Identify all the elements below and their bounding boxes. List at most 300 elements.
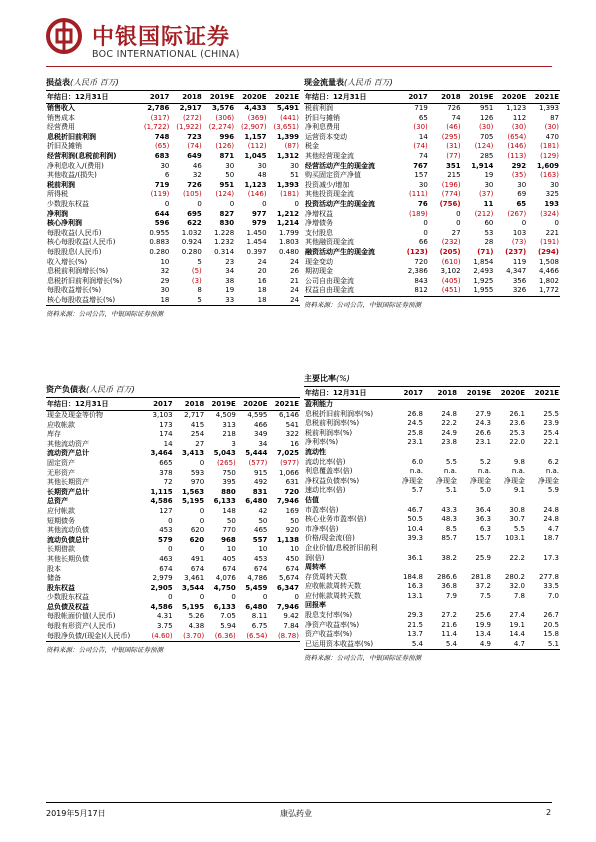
column-header-year: 2020E bbox=[237, 398, 269, 411]
row-label: 其他融资现金流 bbox=[305, 238, 354, 247]
row-value: 30 bbox=[290, 161, 299, 170]
row-label: 股本 bbox=[47, 564, 61, 573]
column-header-year: 2021E bbox=[268, 398, 300, 411]
table-row bbox=[46, 210, 300, 220]
row-value: 9.1 bbox=[513, 486, 525, 495]
row-value: (272) bbox=[182, 113, 202, 122]
row-value: 21.6 bbox=[441, 620, 457, 629]
row-value: 36.4 bbox=[475, 505, 491, 514]
row-value: 4,595 bbox=[247, 411, 268, 419]
column-header-label: 年结日：12月31日 bbox=[304, 91, 396, 104]
row-value: 65 bbox=[418, 113, 428, 122]
row-value: 5.4 bbox=[445, 639, 457, 648]
row-value: 951 bbox=[219, 180, 235, 189]
row-value: 5.5 bbox=[513, 524, 525, 533]
row-label: 应付帐款周转天数 bbox=[305, 591, 361, 600]
income-unit: (人民币 百万) bbox=[70, 78, 119, 87]
row-value: 43.3 bbox=[441, 505, 457, 514]
key-ratios-panel bbox=[304, 372, 560, 662]
row-value: 1,914 bbox=[471, 161, 494, 170]
row-value: (37) bbox=[479, 190, 494, 199]
row-value: 17.3 bbox=[543, 553, 559, 562]
row-value: 767 bbox=[413, 161, 428, 170]
row-value: 0 bbox=[199, 458, 205, 467]
row-label: 应付帐款 bbox=[47, 506, 75, 515]
row-value: 649 bbox=[187, 151, 202, 160]
row-value: 620 bbox=[190, 526, 205, 535]
table-row bbox=[46, 267, 300, 277]
row-value: 1.228 bbox=[214, 228, 235, 237]
row-value: 6,480 bbox=[245, 602, 268, 611]
income-source-note: 资料来源：公司公告，中银国际证券预测 bbox=[46, 305, 300, 318]
row-value: 23 bbox=[225, 257, 235, 266]
row-value: 1,925 bbox=[473, 276, 494, 285]
row-value: 5.5 bbox=[445, 457, 457, 466]
row-value: 27.4 bbox=[509, 611, 525, 620]
row-value: 13.7 bbox=[407, 630, 423, 639]
table-row bbox=[304, 229, 560, 239]
row-value: 0.883 bbox=[149, 238, 170, 247]
row-value: 378 bbox=[159, 468, 173, 477]
row-value: (205) bbox=[439, 247, 461, 256]
row-value: 27.2 bbox=[441, 611, 457, 620]
row-label: 应收帐款 bbox=[47, 420, 75, 429]
row-value: 34 bbox=[258, 439, 268, 448]
row-value: 7.9 bbox=[445, 591, 457, 600]
row-value: 36.1 bbox=[407, 553, 423, 562]
row-value: 50 bbox=[225, 171, 235, 180]
row-label: 盈利能力 bbox=[305, 400, 333, 408]
table-row bbox=[304, 219, 560, 229]
row-value: 705 bbox=[480, 132, 494, 141]
row-value: 32 bbox=[192, 171, 202, 180]
row-value: 4,586 bbox=[150, 497, 173, 506]
row-value: 10 bbox=[160, 257, 170, 266]
row-value bbox=[390, 601, 424, 611]
table-row bbox=[304, 114, 560, 124]
row-value: 920 bbox=[285, 526, 299, 535]
row-value: 4,586 bbox=[150, 602, 173, 611]
row-label: 净利息收入/(费用) bbox=[47, 161, 104, 170]
row-value: 463 bbox=[159, 554, 173, 563]
row-value: 5.9 bbox=[547, 486, 559, 495]
row-value bbox=[492, 563, 526, 573]
row-value: (324) bbox=[540, 209, 559, 218]
row-value: 27 bbox=[451, 228, 461, 237]
table-row bbox=[46, 603, 300, 613]
row-value: 292 bbox=[511, 161, 527, 170]
row-value: 0 bbox=[164, 199, 170, 208]
row-value: 7.05 bbox=[220, 612, 236, 621]
row-value: 2,786 bbox=[147, 104, 170, 112]
row-value: 119 bbox=[512, 257, 527, 266]
row-value: 812 bbox=[414, 286, 428, 295]
row-value: 103.1 bbox=[504, 534, 525, 543]
row-value: 1,563 bbox=[182, 487, 205, 496]
row-value: 4.7 bbox=[513, 639, 525, 648]
row-label: 价格/现金流(倍) bbox=[305, 534, 355, 543]
row-value: 5,195 bbox=[182, 497, 205, 506]
row-value: 8.5 bbox=[445, 524, 457, 533]
footer-page-number: 2 bbox=[546, 808, 552, 817]
row-label: 收入增长(%) bbox=[47, 257, 88, 266]
row-value: (232) bbox=[441, 238, 461, 247]
row-value bbox=[458, 496, 492, 506]
table-row bbox=[46, 411, 300, 421]
income-statement-title bbox=[46, 76, 300, 91]
row-value: 970 bbox=[190, 478, 205, 487]
row-value: 1,393 bbox=[538, 104, 559, 112]
row-value: 22.2 bbox=[441, 419, 457, 428]
row-value: 19 bbox=[225, 286, 235, 295]
row-value bbox=[526, 601, 560, 611]
row-value: 644 bbox=[154, 209, 170, 218]
row-value bbox=[458, 544, 492, 554]
income-statement-panel bbox=[46, 76, 300, 318]
row-value: 831 bbox=[252, 487, 268, 496]
row-value: 48 bbox=[257, 171, 267, 180]
row-value: 996 bbox=[219, 132, 235, 141]
row-label: 流动资产总计 bbox=[47, 449, 89, 458]
row-label: 每股帐面价值(人民币) bbox=[47, 612, 116, 621]
row-value: 净现金 bbox=[538, 476, 559, 485]
row-value: 65 bbox=[516, 199, 527, 208]
table-row bbox=[46, 123, 300, 133]
row-value bbox=[526, 448, 560, 458]
row-value: (265) bbox=[216, 458, 236, 467]
row-value: 4.7 bbox=[547, 524, 559, 533]
row-value bbox=[424, 448, 458, 458]
row-value: 46 bbox=[192, 161, 202, 170]
row-value: 33.5 bbox=[543, 582, 559, 591]
table-row bbox=[46, 238, 300, 248]
row-value: 26.6 bbox=[475, 428, 491, 437]
row-value: 1,212 bbox=[276, 209, 299, 218]
table-row bbox=[304, 573, 560, 583]
row-label: 经营费用 bbox=[47, 123, 75, 132]
row-value: (654) bbox=[507, 132, 527, 141]
row-value: n.a. bbox=[409, 467, 423, 476]
row-value: 277.8 bbox=[538, 572, 559, 581]
table-row bbox=[46, 526, 300, 536]
row-value: 27 bbox=[195, 439, 205, 448]
row-value: 24.9 bbox=[441, 428, 457, 437]
row-label: 净利息费用 bbox=[305, 123, 340, 132]
table-row bbox=[304, 419, 560, 429]
column-header-year: 2018 bbox=[174, 398, 206, 411]
row-value: 1,955 bbox=[473, 286, 494, 295]
row-value: 4,750 bbox=[213, 583, 236, 592]
row-label: 净资产收益率(%) bbox=[305, 620, 360, 629]
row-value: 871 bbox=[219, 151, 235, 160]
row-value: 0 bbox=[554, 219, 559, 228]
row-value: (267) bbox=[507, 209, 527, 218]
row-value: 4,786 bbox=[247, 574, 268, 583]
row-label: 税金 bbox=[305, 142, 319, 151]
row-value: 719 bbox=[414, 104, 428, 112]
row-value: (30) bbox=[511, 123, 527, 132]
column-header-label: 年结日：12月31日 bbox=[46, 91, 138, 104]
row-value: 1,508 bbox=[538, 257, 559, 266]
row-value: 51 bbox=[290, 171, 299, 180]
balance-sheet-table bbox=[46, 398, 300, 641]
row-value: 3,544 bbox=[182, 583, 205, 592]
balance-sheet-panel bbox=[46, 383, 300, 654]
row-value: 1.032 bbox=[181, 228, 202, 237]
row-value: 148 bbox=[222, 506, 236, 515]
row-label: 无形资产 bbox=[47, 468, 75, 477]
row-label: 销售成本 bbox=[47, 113, 75, 122]
row-value: (112) bbox=[247, 142, 267, 151]
table-row bbox=[304, 496, 560, 506]
row-value: 6,133 bbox=[213, 497, 236, 506]
row-value: 770 bbox=[222, 526, 236, 535]
row-value: 492 bbox=[254, 478, 268, 487]
table-row bbox=[304, 534, 560, 544]
row-label: 利息覆盖率(倍) bbox=[305, 467, 353, 476]
column-header-year: 2018 bbox=[424, 387, 458, 400]
row-value: 4.38 bbox=[188, 622, 205, 631]
row-label: 折旧与摊销 bbox=[305, 113, 340, 122]
row-value: 24.3 bbox=[475, 419, 491, 428]
row-value: 1,138 bbox=[276, 535, 299, 544]
row-value: 8.11 bbox=[251, 612, 268, 621]
row-value: 0 bbox=[423, 228, 428, 237]
row-value: 50 bbox=[258, 516, 268, 525]
row-value: 951 bbox=[480, 104, 494, 112]
row-value: 20 bbox=[257, 267, 267, 276]
row-value: 395 bbox=[222, 478, 236, 487]
row-value: n.a. bbox=[477, 467, 491, 476]
row-value: 48.3 bbox=[441, 515, 457, 524]
table-row bbox=[304, 611, 560, 621]
row-value: 322 bbox=[285, 430, 299, 439]
table-row bbox=[46, 507, 300, 517]
row-value: 26 bbox=[290, 267, 299, 276]
table-row bbox=[46, 488, 300, 498]
table-row bbox=[304, 104, 560, 114]
table-row bbox=[46, 421, 300, 431]
cashflow-statement-table bbox=[304, 91, 560, 296]
row-value: 1,772 bbox=[538, 286, 559, 295]
table-row bbox=[304, 238, 560, 248]
row-value: (294) bbox=[537, 247, 559, 256]
header-divider bbox=[46, 66, 552, 67]
footer-company: 康弘药业 bbox=[280, 809, 312, 818]
table-row bbox=[46, 545, 300, 555]
row-value: (774) bbox=[441, 190, 461, 199]
row-value: (46) bbox=[446, 123, 461, 132]
balance-title-text: 资产负债表 bbox=[46, 385, 86, 394]
row-value: 1.799 bbox=[278, 228, 299, 237]
row-value: 25.3 bbox=[509, 428, 525, 437]
row-value: (405) bbox=[441, 276, 461, 285]
footer-date: 2019年5月17日 bbox=[46, 809, 106, 818]
row-label: 核心业务市盈率(倍) bbox=[305, 515, 367, 524]
row-value: 843 bbox=[414, 276, 428, 285]
row-value: (30) bbox=[479, 123, 494, 132]
table-row bbox=[46, 142, 300, 152]
row-value: 2,717 bbox=[184, 411, 205, 419]
row-value: 2,979 bbox=[152, 574, 173, 583]
row-label: 润(倍) bbox=[305, 553, 325, 562]
row-value bbox=[492, 448, 526, 458]
row-value: 23.6 bbox=[509, 419, 525, 428]
row-value: 103 bbox=[512, 228, 527, 237]
row-value: 915 bbox=[254, 468, 268, 477]
row-value: 10 bbox=[290, 545, 299, 554]
table-row bbox=[304, 133, 560, 143]
row-value: 0 bbox=[521, 219, 527, 228]
table-row bbox=[304, 200, 560, 210]
row-value bbox=[458, 563, 492, 573]
row-value: 23.1 bbox=[407, 438, 423, 447]
table-row bbox=[304, 448, 560, 458]
row-value: (1,722) bbox=[143, 123, 170, 132]
row-value: 24.8 bbox=[543, 505, 559, 514]
table-row bbox=[304, 458, 560, 468]
row-value: 3.75 bbox=[157, 622, 173, 631]
row-value: 16 bbox=[290, 439, 299, 448]
row-value: (1,922) bbox=[176, 123, 202, 132]
row-value bbox=[458, 601, 492, 611]
row-value bbox=[492, 496, 526, 506]
row-value: 32 bbox=[160, 267, 170, 276]
row-value: 30 bbox=[418, 180, 428, 189]
key-ratios-title bbox=[304, 372, 560, 387]
table-row bbox=[304, 142, 560, 152]
row-value: 750 bbox=[222, 468, 236, 477]
table-row bbox=[46, 133, 300, 143]
row-value: 7,946 bbox=[276, 602, 299, 611]
row-value: 10 bbox=[226, 545, 236, 554]
row-value: 66 bbox=[418, 238, 428, 247]
row-value: (3) bbox=[191, 276, 202, 285]
row-value: 325 bbox=[545, 190, 559, 199]
row-value: 76 bbox=[418, 199, 428, 208]
row-value: 24 bbox=[290, 257, 299, 266]
row-value: 7,946 bbox=[276, 497, 299, 506]
row-label: 核心净利润 bbox=[47, 219, 82, 228]
row-value: 4,509 bbox=[215, 411, 236, 419]
row-label: 其他长期负债 bbox=[47, 554, 89, 563]
row-value: 24.8 bbox=[543, 515, 559, 524]
row-value: (73) bbox=[511, 238, 527, 247]
row-value: 13.4 bbox=[475, 630, 491, 639]
table-row bbox=[304, 267, 560, 277]
row-value bbox=[390, 563, 424, 573]
table-row bbox=[304, 506, 560, 516]
row-value: 14 bbox=[418, 132, 428, 141]
row-value: 4,076 bbox=[215, 574, 236, 583]
row-value: 0.955 bbox=[149, 228, 170, 237]
row-value: 50 bbox=[226, 516, 236, 525]
row-value bbox=[390, 448, 424, 458]
row-value: 415 bbox=[190, 420, 205, 429]
column-header-year: 2019E bbox=[458, 387, 492, 400]
row-value bbox=[492, 544, 526, 554]
column-header-year: 2018 bbox=[170, 91, 202, 104]
table-row bbox=[46, 536, 300, 546]
row-value: 3,102 bbox=[440, 267, 461, 276]
row-value: 5.1 bbox=[445, 486, 457, 495]
row-value: 184.8 bbox=[402, 572, 423, 581]
row-value: 4,347 bbox=[506, 267, 527, 276]
cashflow-source-note: 资料来源：公司公告，中银国际证券预测 bbox=[304, 296, 560, 309]
row-value: (212) bbox=[474, 209, 494, 218]
row-value: 683 bbox=[154, 151, 170, 160]
row-value: 净现金 bbox=[504, 476, 525, 485]
row-label: 总负债及权益 bbox=[47, 602, 89, 611]
row-value: 5,043 bbox=[213, 449, 236, 458]
row-value: 0 bbox=[262, 199, 267, 208]
row-value: 453 bbox=[254, 554, 268, 563]
row-label: 现金变动 bbox=[305, 257, 333, 266]
row-value: 4.31 bbox=[157, 612, 173, 621]
ratios-unit: (%) bbox=[336, 374, 350, 383]
income-title-text: 损益表 bbox=[46, 78, 70, 87]
row-label: 息税折旧前利润增长(%) bbox=[47, 276, 123, 285]
row-value: 4.9 bbox=[479, 639, 491, 648]
table-row bbox=[304, 248, 560, 258]
table-row bbox=[46, 469, 300, 479]
row-value bbox=[492, 601, 526, 611]
row-value bbox=[424, 400, 458, 410]
row-value: 979 bbox=[251, 219, 267, 228]
row-label: 每股收益(人民币) bbox=[47, 228, 102, 237]
row-label: 周转率 bbox=[305, 563, 326, 572]
row-value: 50 bbox=[290, 516, 299, 525]
table-row bbox=[46, 258, 300, 268]
row-value: (71) bbox=[477, 247, 494, 256]
row-value: 30 bbox=[517, 180, 527, 189]
cashflow-statement-panel bbox=[304, 76, 560, 309]
row-value: 0 bbox=[229, 199, 235, 208]
row-label: 固定资产 bbox=[47, 458, 75, 467]
row-label: 息税折旧前利润率(%) bbox=[305, 409, 374, 418]
row-value: 0 bbox=[199, 506, 205, 515]
row-value bbox=[526, 496, 560, 506]
table-row bbox=[46, 296, 300, 306]
table-row bbox=[46, 622, 300, 632]
row-value: 20.5 bbox=[543, 620, 559, 629]
row-value: 23.1 bbox=[475, 438, 491, 447]
footer-divider bbox=[46, 802, 552, 803]
row-value: 19.9 bbox=[475, 620, 491, 629]
row-value: 0 bbox=[262, 593, 268, 602]
row-value: 5,444 bbox=[245, 449, 268, 458]
row-value: (317) bbox=[150, 113, 170, 122]
row-value: (577) bbox=[248, 458, 268, 467]
row-value: 9.42 bbox=[283, 612, 299, 621]
row-value: (6.54) bbox=[246, 631, 268, 640]
row-value: 1.803 bbox=[278, 238, 299, 247]
table-row bbox=[304, 621, 560, 631]
row-value: 14.4 bbox=[509, 630, 525, 639]
row-value: 72 bbox=[163, 478, 173, 487]
row-value: (189) bbox=[408, 209, 428, 218]
row-value: 15.7 bbox=[475, 534, 491, 543]
row-value: 1,066 bbox=[278, 468, 299, 477]
row-label: 销售收入 bbox=[47, 104, 75, 112]
table-row bbox=[46, 200, 300, 210]
row-value: 26.7 bbox=[543, 611, 559, 620]
table-row bbox=[304, 152, 560, 162]
row-value: 7.5 bbox=[479, 591, 491, 600]
row-value: 1,214 bbox=[276, 219, 299, 228]
column-header-year: 2017 bbox=[390, 387, 424, 400]
row-value: 2,917 bbox=[179, 104, 202, 112]
